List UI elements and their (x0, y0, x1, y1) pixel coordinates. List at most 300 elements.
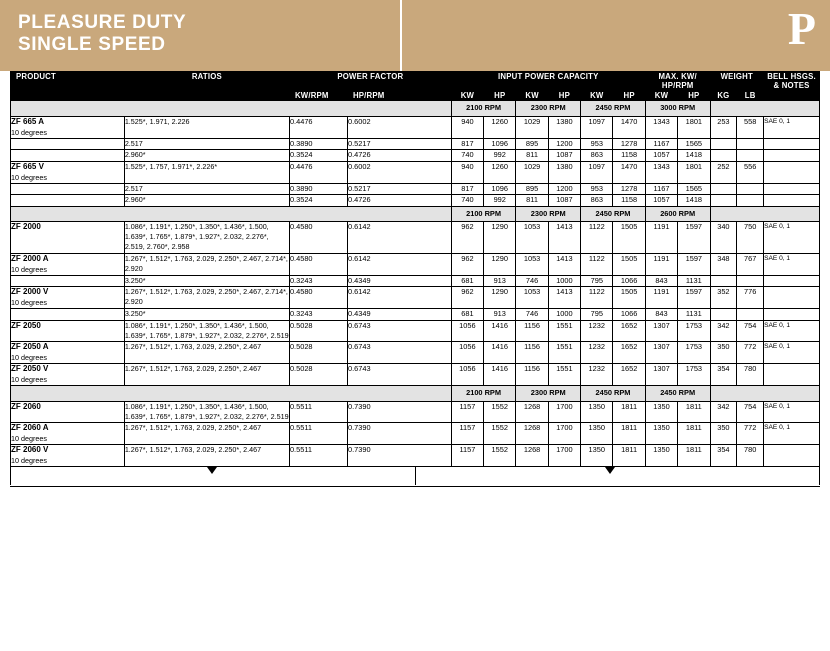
cell-weight-lb: 767 (737, 253, 764, 275)
cell-input-power: 811 (516, 150, 548, 162)
cell-input-power: 1066 (613, 275, 645, 287)
cell-input-power: 1290 (484, 253, 516, 275)
cell-weight-lb: 780 (737, 444, 764, 466)
cell-input-power: 1413 (548, 287, 580, 309)
cell-product (11, 138, 125, 150)
cell-input-power: 817 (451, 138, 483, 150)
cell-hp-per-rpm: 0.7390 (347, 422, 451, 444)
cell-input-power: 1260 (484, 116, 516, 138)
cell-hp-per-rpm: 0.7390 (347, 444, 451, 466)
subcol-kw-max: KW (645, 91, 677, 101)
table-row (11, 287, 820, 309)
cell-input-power: 895 (516, 138, 548, 150)
cell-ratios: 3.250* (124, 309, 289, 321)
cell-kw-per-rpm: 0.4580 (289, 222, 347, 254)
cell-weight-lb: 754 (737, 401, 764, 422)
page-header (0, 0, 830, 71)
product-name: ZF 665 V (11, 161, 44, 171)
rpm-group-row (11, 101, 820, 117)
cell-input-power: 1552 (484, 422, 516, 444)
product-degrees: 10 degrees (11, 375, 47, 385)
cell-weight-lb (737, 275, 764, 287)
subcol-kw-rpm: KW/RPM (289, 91, 347, 101)
cell-bell-hsgs-notes (764, 183, 820, 195)
cell-weight-lb (737, 183, 764, 195)
product-degrees: 10 degrees (11, 353, 47, 363)
table-row (11, 150, 820, 162)
cell-input-power: 1200 (548, 138, 580, 150)
cell-input-power: 962 (451, 287, 483, 309)
cell-ratios: 2.517 (124, 138, 289, 150)
cell-input-power: 740 (451, 195, 483, 207)
cell-bell-hsgs-notes: SAE 0, 1 (764, 222, 820, 254)
rpm-group-label: 2450 RPM (581, 206, 646, 222)
cell-weight-lb: 772 (737, 422, 764, 444)
cell-product (11, 320, 125, 341)
cell-weight-kg: 348 (710, 253, 737, 275)
cell-input-power: 1232 (581, 342, 613, 364)
subcol-hp-3: HP (613, 91, 645, 101)
cell-max-power: 1597 (678, 222, 710, 254)
rpm-group-label: 2100 RPM (451, 206, 516, 222)
cell-max-power: 1167 (645, 138, 677, 150)
cell-hp-per-rpm: 0.6002 (347, 161, 451, 183)
cell-input-power: 1811 (613, 422, 645, 444)
product-degrees: 10 degrees (11, 433, 47, 443)
subcol-kw-1: KW (451, 91, 483, 101)
cell-input-power: 1552 (484, 444, 516, 466)
product-degrees: 10 degrees (11, 172, 47, 182)
cell-input-power: 1700 (548, 401, 580, 422)
cell-product (11, 342, 125, 364)
rpm-group-label: 2300 RPM (516, 386, 581, 402)
cell-kw-per-rpm: 0.5028 (289, 364, 347, 386)
rpm-group-label: 3000 RPM (645, 101, 710, 117)
cell-kw-per-rpm: 0.5511 (289, 444, 347, 466)
subcol-kg: KG (710, 91, 737, 101)
cell-bell-hsgs-notes (764, 444, 820, 466)
cell-input-power: 1268 (516, 422, 548, 444)
cell-kw-per-rpm: 0.4476 (289, 161, 347, 183)
cell-input-power: 962 (451, 253, 483, 275)
cell-input-power: 817 (451, 183, 483, 195)
cell-product (11, 183, 125, 195)
cell-input-power: 681 (451, 309, 483, 321)
cell-input-power: 992 (484, 195, 516, 207)
cell-kw-per-rpm: 0.3890 (289, 138, 347, 150)
cell-input-power: 1551 (548, 320, 580, 341)
cell-input-power: 1053 (516, 222, 548, 254)
cell-max-power: 1597 (678, 287, 710, 309)
table-row (11, 342, 820, 364)
cell-input-power: 795 (581, 309, 613, 321)
cell-input-power: 1232 (581, 364, 613, 386)
product-name: ZF 2060 (11, 401, 41, 411)
rpm-row-spacer-right (710, 101, 820, 117)
cell-weight-kg (710, 195, 737, 207)
rpm-group-label: 2450 RPM (581, 101, 646, 117)
table-row (11, 183, 820, 195)
cell-input-power: 1416 (484, 364, 516, 386)
table-header (11, 72, 820, 101)
col-max-kw-hp-rpm: MAX. KW/ HP/RPM (645, 72, 710, 91)
cell-max-power: 1057 (645, 150, 677, 162)
cell-kw-per-rpm: 0.3524 (289, 195, 347, 207)
cell-input-power: 1470 (613, 161, 645, 183)
cell-weight-lb (737, 138, 764, 150)
subcol-hp-rpm: HP/RPM (347, 91, 451, 101)
cell-input-power: 1260 (484, 161, 516, 183)
cell-weight-kg: 253 (710, 116, 737, 138)
cell-input-power: 1278 (613, 138, 645, 150)
cell-max-power: 1307 (645, 320, 677, 341)
footer-bottom-rule (10, 486, 820, 487)
section-letter: P (787, 3, 816, 54)
cell-max-power: 1811 (678, 422, 710, 444)
cell-input-power: 1156 (516, 320, 548, 341)
footer-rule-left (10, 467, 11, 485)
page-footer-marks (0, 467, 830, 489)
cell-input-power: 1811 (613, 444, 645, 466)
cell-hp-per-rpm: 0.6743 (347, 364, 451, 386)
cell-weight-lb: 780 (737, 364, 764, 386)
page-title-line2: SINGLE SPEED (18, 34, 166, 55)
cell-input-power: 1652 (613, 364, 645, 386)
cell-product (11, 275, 125, 287)
cell-input-power: 1505 (613, 222, 645, 254)
cell-input-power: 1380 (548, 161, 580, 183)
rpm-group-label: 2450 RPM (581, 386, 646, 402)
cell-max-power: 843 (645, 309, 677, 321)
cell-max-power: 1811 (678, 401, 710, 422)
table-row (11, 275, 820, 287)
specification-table (10, 71, 820, 467)
cell-input-power: 1552 (484, 401, 516, 422)
product-degrees: 10 degrees (11, 264, 47, 274)
table-row (11, 401, 820, 422)
cell-input-power: 1029 (516, 116, 548, 138)
table-row (11, 309, 820, 321)
subcol-lb: LB (737, 91, 764, 101)
cell-ratios: 1.525*, 1.971, 2.226 (124, 116, 289, 138)
rpm-group-row (11, 386, 820, 402)
cell-product (11, 422, 125, 444)
spec-table-wrap (0, 71, 830, 467)
cell-input-power: 1268 (516, 401, 548, 422)
cell-input-power: 1652 (613, 320, 645, 341)
cell-input-power: 1157 (451, 401, 483, 422)
cell-input-power: 953 (581, 138, 613, 150)
cell-input-power: 1380 (548, 116, 580, 138)
col-ratios: RATIOS (124, 72, 289, 101)
cell-input-power: 953 (581, 183, 613, 195)
header-letter-block (402, 0, 830, 71)
subcol-hp-2: HP (548, 91, 580, 101)
cell-input-power: 1350 (581, 422, 613, 444)
cell-input-power: 1470 (613, 116, 645, 138)
cell-max-power: 1565 (678, 183, 710, 195)
cell-ratios: 2.960* (124, 195, 289, 207)
cell-product (11, 309, 125, 321)
cell-weight-lb: 556 (737, 161, 764, 183)
cell-ratios: 3.250* (124, 275, 289, 287)
cell-bell-hsgs-notes (764, 287, 820, 309)
cell-max-power: 1350 (645, 401, 677, 422)
rpm-group-label: 2300 RPM (516, 101, 581, 117)
cell-weight-lb: 776 (737, 287, 764, 309)
cell-max-power: 1801 (678, 161, 710, 183)
table-row (11, 222, 820, 254)
cell-weight-kg (710, 138, 737, 150)
product-degrees: 10 degrees (11, 127, 47, 137)
cell-input-power: 1551 (548, 364, 580, 386)
footer-rule-right (819, 467, 820, 485)
cell-bell-hsgs-notes: SAE 0, 1 (764, 342, 820, 364)
cell-ratios: 2.960* (124, 150, 289, 162)
product-degrees: 10 degrees (11, 455, 47, 465)
cell-max-power: 1191 (645, 287, 677, 309)
cell-ratios: 2.517 (124, 183, 289, 195)
cell-input-power: 1122 (581, 253, 613, 275)
cell-max-power: 1191 (645, 222, 677, 254)
cell-hp-per-rpm: 0.6142 (347, 222, 451, 254)
cell-input-power: 1157 (451, 444, 483, 466)
cell-input-power: 1290 (484, 222, 516, 254)
cell-kw-per-rpm: 0.4580 (289, 253, 347, 275)
subcol-kw-3: KW (581, 91, 613, 101)
footer-rule-mid (415, 467, 416, 485)
cell-input-power: 1087 (548, 195, 580, 207)
cell-kw-per-rpm: 0.5028 (289, 320, 347, 341)
cell-max-power: 1418 (678, 150, 710, 162)
cell-hp-per-rpm: 0.4726 (347, 150, 451, 162)
cell-product (11, 150, 125, 162)
cell-max-power: 1811 (678, 444, 710, 466)
cell-hp-per-rpm: 0.6743 (347, 342, 451, 364)
cell-max-power: 1350 (645, 444, 677, 466)
cell-input-power: 1700 (548, 444, 580, 466)
cell-input-power: 1416 (484, 342, 516, 364)
col-bell-hsgs-notes: BELL HSGS. & NOTES (764, 72, 820, 101)
cell-hp-per-rpm: 0.6002 (347, 116, 451, 138)
cell-input-power: 1350 (581, 444, 613, 466)
cell-input-power: 1158 (613, 195, 645, 207)
cell-hp-per-rpm: 0.5217 (347, 183, 451, 195)
cell-bell-hsgs-notes (764, 195, 820, 207)
table-row (11, 195, 820, 207)
cell-bell-hsgs-notes: SAE 0, 1 (764, 253, 820, 275)
cell-input-power: 1053 (516, 287, 548, 309)
cell-max-power: 1565 (678, 138, 710, 150)
cell-hp-per-rpm: 0.6142 (347, 287, 451, 309)
col-product: PRODUCT (11, 72, 125, 101)
cell-kw-per-rpm: 0.4476 (289, 116, 347, 138)
cell-weight-lb (737, 309, 764, 321)
cell-weight-kg (710, 150, 737, 162)
cell-max-power: 1167 (645, 183, 677, 195)
product-degrees: 10 degrees (11, 298, 47, 308)
cell-input-power: 913 (484, 275, 516, 287)
cell-input-power: 1232 (581, 320, 613, 341)
cell-max-power: 1753 (678, 320, 710, 341)
cell-hp-per-rpm: 0.5217 (347, 138, 451, 150)
cell-input-power: 1811 (613, 401, 645, 422)
table-row (11, 320, 820, 341)
rpm-row-spacer-left (11, 101, 452, 117)
product-name: ZF 2060 A (11, 422, 49, 432)
cell-weight-lb: 754 (737, 320, 764, 341)
cell-max-power: 1343 (645, 116, 677, 138)
cell-input-power: 1096 (484, 183, 516, 195)
cell-input-power: 811 (516, 195, 548, 207)
cell-weight-kg (710, 183, 737, 195)
cell-hp-per-rpm: 0.6142 (347, 253, 451, 275)
cell-product (11, 195, 125, 207)
cell-kw-per-rpm: 0.4580 (289, 287, 347, 309)
cell-weight-kg: 354 (710, 364, 737, 386)
cell-product (11, 116, 125, 138)
cell-input-power: 746 (516, 275, 548, 287)
down-arrow-left-icon (207, 467, 217, 474)
cell-input-power: 1122 (581, 222, 613, 254)
product-name: ZF 2000 V (11, 287, 49, 297)
cell-hp-per-rpm: 0.4726 (347, 195, 451, 207)
product-name: ZF 665 A (11, 116, 45, 126)
cell-kw-per-rpm: 0.5511 (289, 401, 347, 422)
cell-max-power: 1307 (645, 364, 677, 386)
cell-product (11, 161, 125, 183)
cell-input-power: 992 (484, 150, 516, 162)
cell-ratios: 1.267*, 1.512*, 1.763, 2.029, 2.250*, 2.467 (124, 422, 289, 444)
product-name: ZF 2050 A (11, 342, 49, 352)
rpm-group-row (11, 206, 820, 222)
cell-input-power: 863 (581, 150, 613, 162)
cell-input-power: 1097 (581, 161, 613, 183)
cell-input-power: 740 (451, 150, 483, 162)
cell-ratios: 1.086*, 1.191*, 1.250*, 1.350*, 1.436*, 1.500, 1.639*, 1.765*, 1.879*, 1.927*, 2.032, 2.276*, 2.519, 2.760*, 2.958 (124, 222, 289, 254)
col-power-factor: POWER FACTOR (289, 72, 451, 91)
cell-max-power: 1753 (678, 364, 710, 386)
cell-bell-hsgs-notes (764, 161, 820, 183)
subcol-kw-2: KW (516, 91, 548, 101)
cell-weight-kg: 352 (710, 287, 737, 309)
cell-input-power: 1200 (548, 183, 580, 195)
cell-product (11, 401, 125, 422)
rpm-row-spacer-right (710, 386, 820, 402)
table-row (11, 253, 820, 275)
cell-input-power: 863 (581, 195, 613, 207)
rpm-row-spacer-left (11, 386, 452, 402)
subcol-hp-max: HP (678, 91, 710, 101)
table-body (11, 101, 820, 467)
col-input-power-capacity: INPUT POWER CAPACITY (451, 72, 645, 91)
cell-max-power: 1418 (678, 195, 710, 207)
cell-max-power: 1597 (678, 253, 710, 275)
cell-max-power: 1350 (645, 422, 677, 444)
rpm-group-label: 2450 RPM (645, 386, 710, 402)
cell-bell-hsgs-notes (764, 150, 820, 162)
cell-input-power: 1505 (613, 253, 645, 275)
cell-input-power: 1056 (451, 342, 483, 364)
cell-max-power: 1307 (645, 342, 677, 364)
cell-kw-per-rpm: 0.5511 (289, 422, 347, 444)
cell-input-power: 1122 (581, 287, 613, 309)
cell-input-power: 940 (451, 116, 483, 138)
cell-weight-kg: 252 (710, 161, 737, 183)
cell-product (11, 287, 125, 309)
cell-hp-per-rpm: 0.4349 (347, 275, 451, 287)
cell-bell-hsgs-notes (764, 364, 820, 386)
cell-hp-per-rpm: 0.6743 (347, 320, 451, 341)
cell-weight-lb: 558 (737, 116, 764, 138)
product-name: ZF 2050 V (11, 364, 49, 374)
cell-product (11, 253, 125, 275)
header-title-block (0, 0, 400, 71)
rpm-group-label: 2100 RPM (451, 386, 516, 402)
cell-weight-kg: 350 (710, 422, 737, 444)
cell-ratios: 1.267*, 1.512*, 1.763, 2.029, 2.250*, 2.467, 2.714*, 2.920 (124, 253, 289, 275)
cell-weight-kg: 354 (710, 444, 737, 466)
cell-hp-per-rpm: 0.7390 (347, 401, 451, 422)
cell-input-power: 1652 (613, 342, 645, 364)
cell-input-power: 1056 (451, 320, 483, 341)
cell-kw-per-rpm: 0.3243 (289, 275, 347, 287)
cell-input-power: 1066 (613, 309, 645, 321)
cell-max-power: 1343 (645, 161, 677, 183)
cell-ratios: 1.267*, 1.512*, 1.763, 2.029, 2.250*, 2.467 (124, 342, 289, 364)
cell-max-power: 1131 (678, 309, 710, 321)
cell-input-power: 1551 (548, 342, 580, 364)
cell-input-power: 1416 (484, 320, 516, 341)
cell-weight-lb: 750 (737, 222, 764, 254)
cell-bell-hsgs-notes (764, 275, 820, 287)
product-name: ZF 2050 (11, 320, 41, 330)
cell-input-power: 913 (484, 309, 516, 321)
cell-bell-hsgs-notes (764, 309, 820, 321)
cell-product (11, 444, 125, 466)
cell-max-power: 1801 (678, 116, 710, 138)
cell-input-power: 1700 (548, 422, 580, 444)
cell-bell-hsgs-notes (764, 138, 820, 150)
cell-hp-per-rpm: 0.4349 (347, 309, 451, 321)
cell-bell-hsgs-notes: SAE 0, 1 (764, 401, 820, 422)
cell-weight-kg: 342 (710, 401, 737, 422)
cell-input-power: 1096 (484, 138, 516, 150)
cell-ratios: 1.267*, 1.512*, 1.763, 2.029, 2.250*, 2.467, 2.714*, 2.920 (124, 287, 289, 309)
cell-input-power: 1157 (451, 422, 483, 444)
cell-input-power: 1053 (516, 253, 548, 275)
cell-weight-kg (710, 275, 737, 287)
cell-input-power: 1029 (516, 161, 548, 183)
cell-max-power: 1057 (645, 195, 677, 207)
page-title-line1: PLEASURE DUTY (18, 12, 187, 33)
cell-input-power: 895 (516, 183, 548, 195)
cell-input-power: 746 (516, 309, 548, 321)
cell-weight-kg: 350 (710, 342, 737, 364)
cell-weight-kg (710, 309, 737, 321)
cell-input-power: 1278 (613, 183, 645, 195)
cell-ratios: 1.267*, 1.512*, 1.763, 2.029, 2.250*, 2.467 (124, 444, 289, 466)
cell-weight-kg: 342 (710, 320, 737, 341)
product-name: ZF 2060 V (11, 444, 49, 454)
cell-input-power: 1056 (451, 364, 483, 386)
cell-input-power: 1413 (548, 222, 580, 254)
down-arrow-right-icon (605, 467, 615, 474)
table-row (11, 161, 820, 183)
cell-input-power: 1156 (516, 364, 548, 386)
cell-bell-hsgs-notes: SAE 0, 1 (764, 422, 820, 444)
cell-max-power: 843 (645, 275, 677, 287)
